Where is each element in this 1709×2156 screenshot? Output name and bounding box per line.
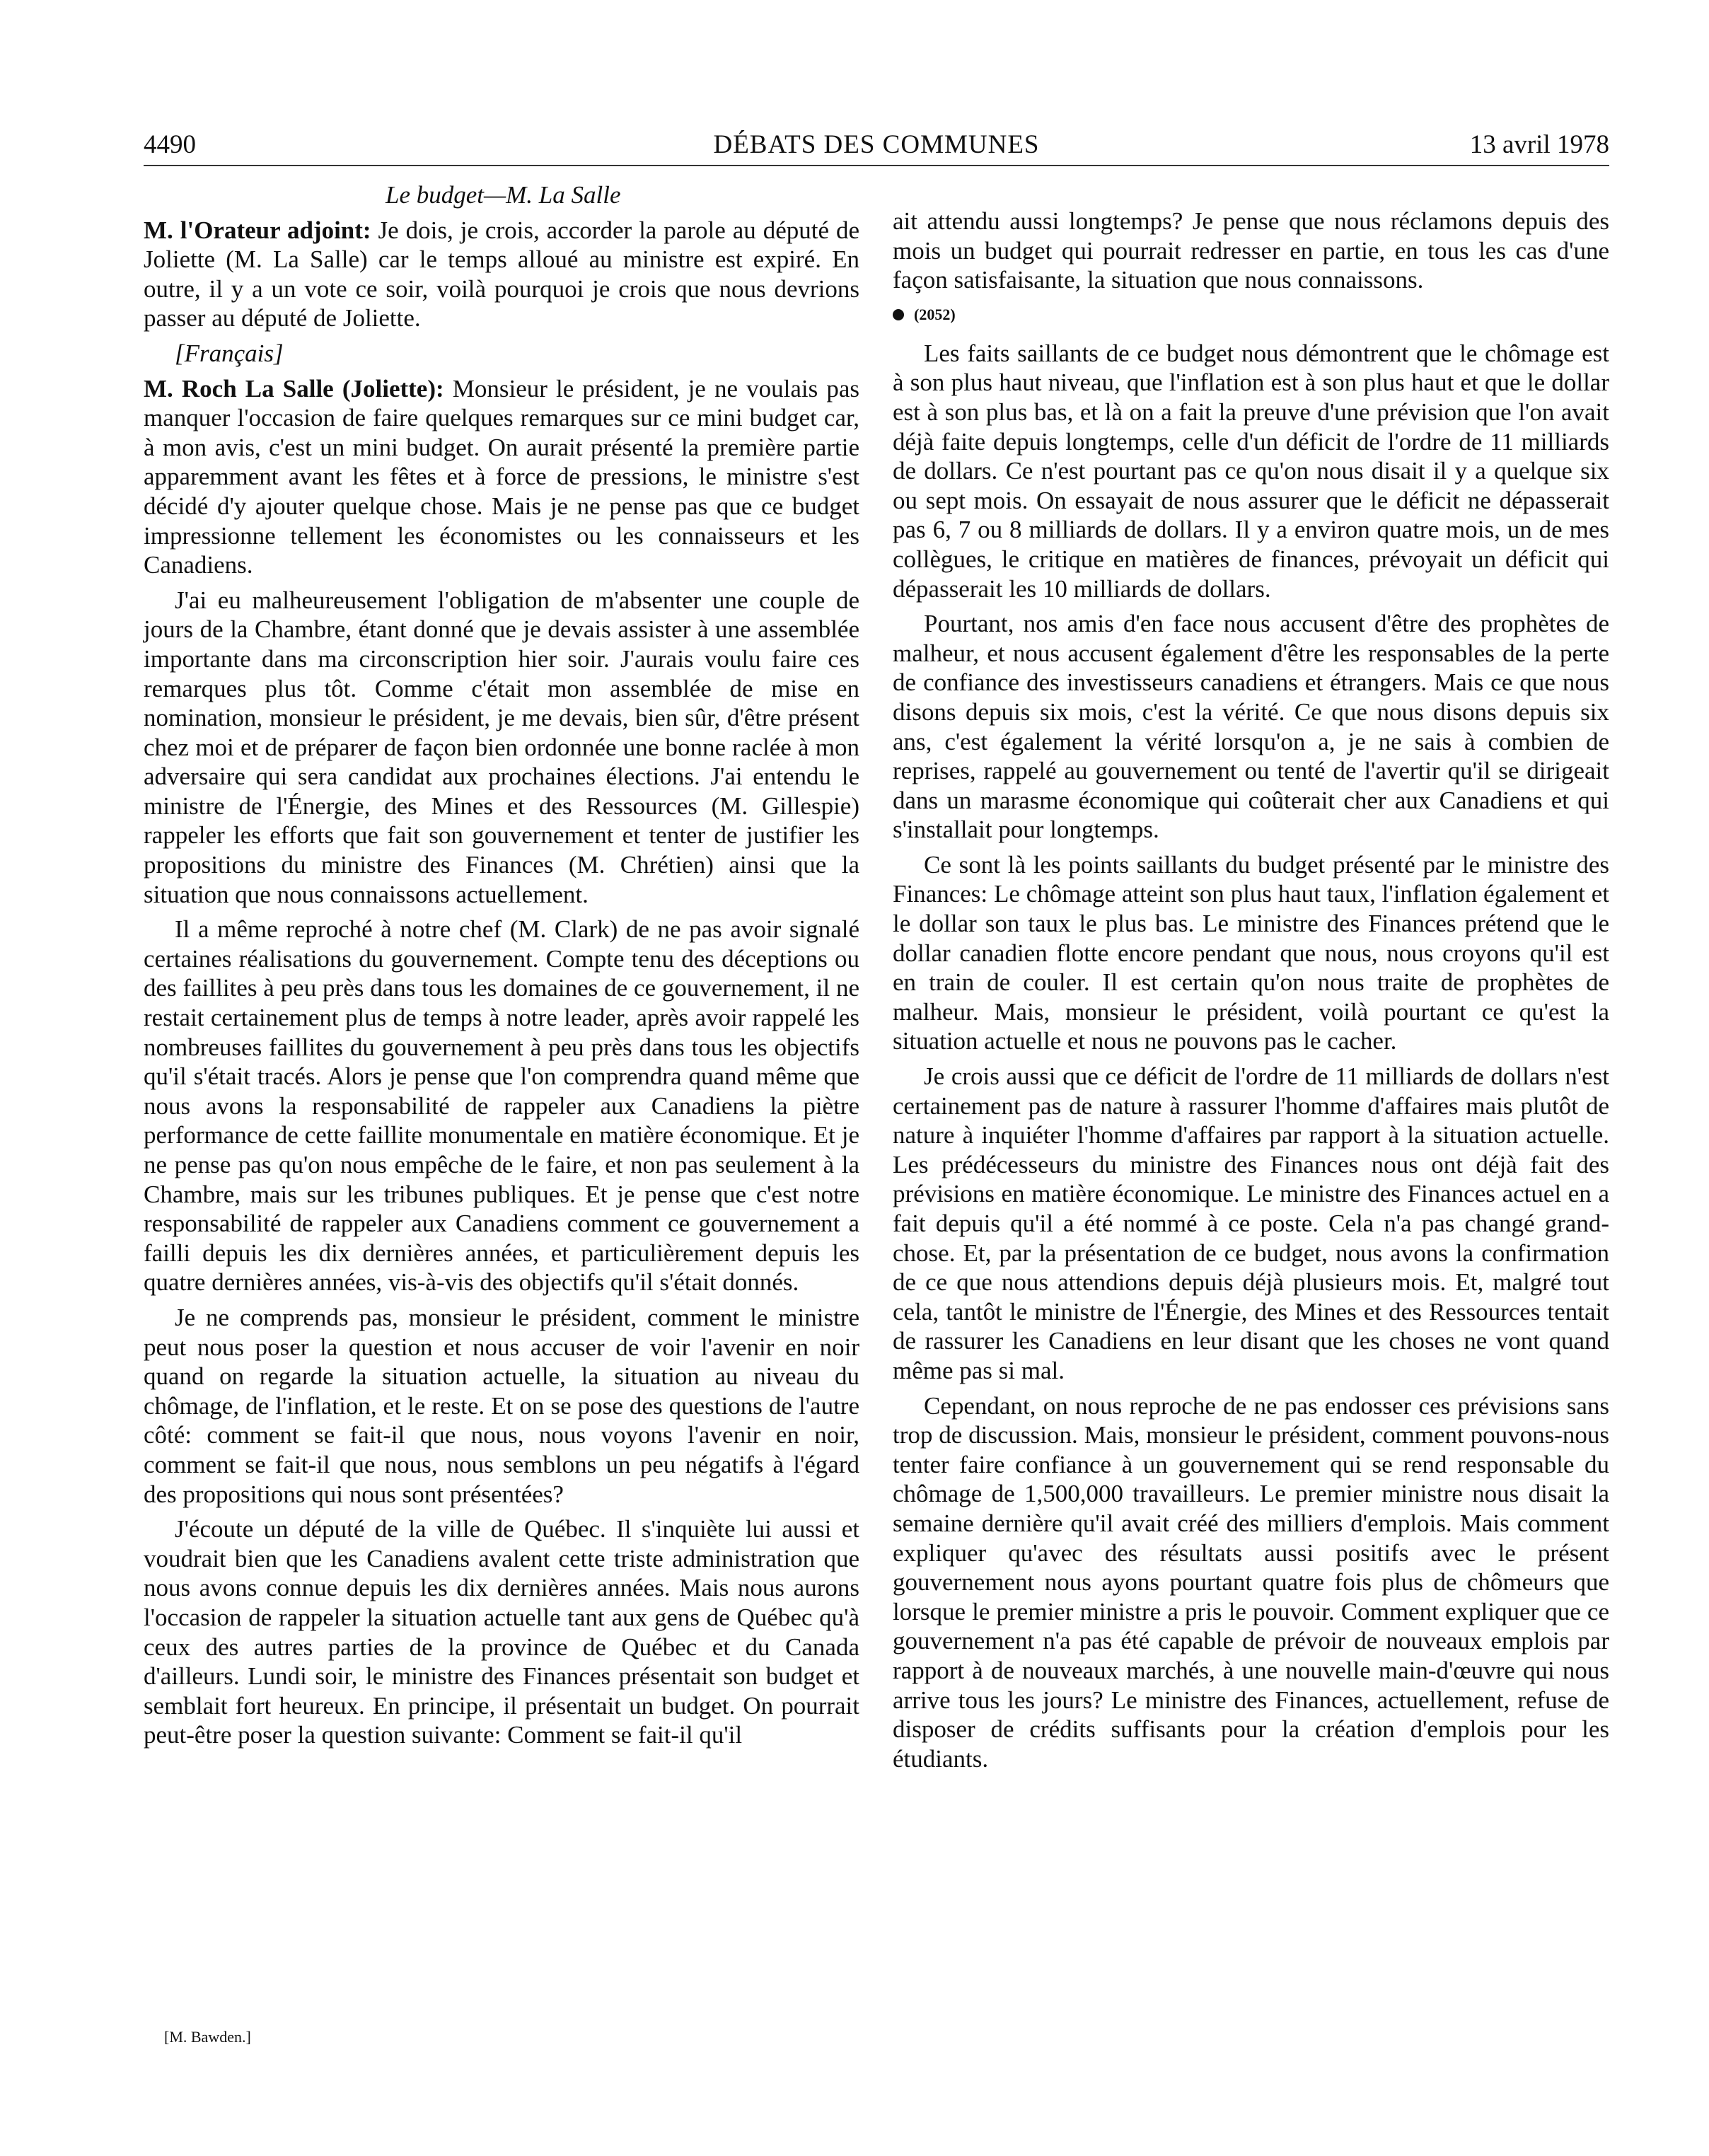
paragraph: Il a même reproché à notre chef (M. Clark) de ne pas avoir signalé certaines réalisations du gouvernement. Compte tenu des déceptions ou des faillites à peu près dans tous les domaines de ce gouvernement, il ne restait certainement plus de temps à notre leader, après avoir rappelé les nombreuses faillites du gouvernement à peu près dans tous les objectifs qu'il s'était tracés. Alors je pense que l'on comprendra quand même que nous avons la responsabilité de rappeler aux Canadiens la piètre performance de cette faillite monumentale en matière économique. Et je ne pense pas qu'on nous empêche de le faire, et non pas seulement à la Chambre, mais sur les tribunes publiques. Et je pense que c'est notre responsabilité de rappeler aux Canadiens comment ce gouvernement a failli depuis les dix dernières années, et particulièrement depuis les quatre dernières années, vis-à-vis des objectifs qu'il s'était donnés. [144,915,859,1297]
publication-title: DÉBATS DES COMMUNES [713,130,1040,159]
paragraph [144,374,859,580]
paragraph: Les faits saillants de ce budget nous démontrent que le chômage est à son plus haut niveau, que l'inflation est à son plus haut et que le dollar est à son plus bas, et là on a fait la preuve d'une prévision que l'on avait déjà faite depuis longtemps, celle d'un déficit de l'ordre de 11 milliards de dollars. Ce n'est pourtant pas ce qu'on nous disait il y a quelque six ou sept mois. On essayait de nous assurer que le déficit ne dépasserait pas 6, 7 ou 8 milliards de dollars. Il y a environ quatre mois, un de mes collègues, le critique en matières de finances, prévoyait un déficit qui dépasserait les 10 milliards de dollars. [893,339,1609,603]
right-column [893,207,1609,1779]
speech-text: Monsieur le président, je ne voulais pas manquer l'occasion de faire quelques remarques sur ce mini budget car, à mon avis, c'est un mini budget. On aurait présenté la première partie apparemment avant les fêtes et à force de pressions, le ministre s'est décidé d'y ajouter quelque chose. Mais je ne pense pas que ce budget impressionne tellement les économistes ou les connaisseurs et les Canadiens. [144,374,859,579]
paragraph: Cependant, on nous reproche de ne pas endosser ces prévisions sans trop de discussion. Mais, monsieur le président, comment pouvons-nous tenter faire confiance à un gouvernement qui se rend responsable du chômage de 1,500,000 travailleurs. Le premier ministre nous disait la semaine dernière qu'il avait créé des milliers d'emplois. Mais comment expliquer qu'avec des résultats aussi positifs avec le présent gouvernement nous ayons pourtant quatre fois plus de chômeurs que lorsque le premier ministre a pris le pouvoir. Comment expliquer que ce gouvernement n'a pas été capable de prévoir de nouveaux emplois par rapport à de nouveaux marchés, à une nouvelle main-d'œuvre qui nous arrive tous les jours? Le ministre des Finances, actuellement, refuse de disposer de crédits suffisants pour la création d'emplois pour les étudiants. [893,1391,1609,1773]
publication-date: 13 avril 1978 [1469,130,1609,159]
paragraph: J'ai eu malheureusement l'obligation de m'absenter une couple de jours de la Chambre, étant donné que je devais assister à une assemblée importante dans ma circonscription hier soir. J'aurais voulu faire ces remarques plus tôt. Comme c'était mon assemblée de mise en nomination, monsieur le président, je me devais, bien sûr, d'être présent chez moi et de préparer de façon bien ordonnée une bonne raclée à mon adversaire qui sera candidat aux prochaines élections. J'ai entendu le ministre de l'Énergie, des Mines et des Ressources (M. Gillespie) rappeler les efforts que fait son gouvernement et tenter de justifier les propositions du ministre des Finances (M. Chrétien) ainsi que la situation que nous connaissons actuellement. [144,586,859,908]
paragraph: Ce sont là les points saillants du budget présenté par le ministre des Finances: Le chômage atteint son plus haut taux, l'inflation également et le dollar son taux le plus bas. Le ministre des Finances prétend que le dollar canadien flotte encore pendant que nous, nous croyons qu'il est en train de couler. Il est certain qu'on nous traite de prophètes de malheur. Mais, monsieur le président, voilà pourtant ce qu'est la situation actuelle et nous ne pouvons pas le cacher. [893,850,1609,1055]
paragraph: Pourtant, nos amis d'en face nous accusent d'être des prophètes de malheur, et nous accusent également d'être les responsables de la perte de confiance des investisseurs canadiens et étrangers. Mais ce que nous disons depuis six mois, c'est la vérité. Ce que nous disons depuis six ans, c'est également la vérité lorsqu'on a, je ne sais à combien de reprises, rappelé au gouvernement ou tenté de l'avertir qu'il se dirigeait dans un marasme économique qui coûterait cher aux Canadiens et qui s'installait pour longtemps. [893,610,1609,844]
speaker-name: M. Roch La Salle (Joliette): [144,374,444,402]
header-rule [144,165,1609,166]
speech-text: Je dois, je crois, accorder la parole au député de Joliette (M. La Salle) car le temps alloué au ministre est expiré. En outre, il y a un vote ce soir, voilà pourquoi je crois que nous devrions passer au député de Joliette. [144,216,859,332]
footer-note: [M. Bawden.] [164,2028,251,2046]
paragraph: J'écoute un député de la ville de Québec. Il s'inquiète lui aussi et voudrait bien que les Canadiens avalent cette triste administration que nous avons connue depuis les dix dernières années. Mais nous aurons l'occasion de rappeler la situation actuelle tant aux gens de Québec qu'à ceux des autres parties de la province de Québec et du Canada d'ailleurs. Lundi soir, le ministre des Finances présentait son budget et semblait fort heureux. En principe, il présentait un budget. On pourrait peut-être poser la question suivante: Comment se fait-il qu'il [144,1515,859,1749]
time-marker [893,301,1609,329]
speaker-name: M. l'Orateur adjoint: [144,216,371,244]
time-marker-label: (2052) [914,305,956,323]
page-number: 4490 [144,130,196,159]
bullet-icon [893,309,904,320]
left-column [144,180,859,1756]
running-head: Le budget—M. La Salle [386,181,621,209]
paragraph: ait attendu aussi longtemps? Je pense que nous réclamons depuis des mois un budget qui pourrait redresser en partie, en tous les cas d'une façon satisfaisante, la situation que nous connaissons. [893,207,1609,294]
page-header [144,124,1609,166]
paragraph: Je crois aussi que ce déficit de l'ordre de 11 milliards de dollars n'est certainement pas de nature à rassurer l'homme d'affaires mais plutôt de nature à inquiéter l'homme d'affaires par rapport à la situation actuelle. Les prédécesseurs du ministre des Finances nous ont déjà fait des prévisions en matière économique. Le ministre des Finances actuel en a fait depuis qu'il a été nommé à ce poste. Cela n'a pas changé grand-chose. Et, par la présentation de ce budget, nous avons la confirmation de ce que nous attendions depuis déjà plusieurs mois. Et, malgré tout cela, tantôt le ministre de l'Énergie, des Mines et des Ressources tentait de rassurer les Canadiens en leur disant que les choses ne vont quand même pas si mal. [893,1062,1609,1384]
paragraph [144,216,859,333]
language-tag: [Français] [175,339,284,367]
paragraph: Je ne comprends pas, monsieur le président, comment le ministre peut nous poser la question et nous accuser de voir l'avenir en noir quand on regarde la situation actuelle, la situation au niveau du chômage, de l'inflation, et le reste. Et on se pose des questions de l'autre côté: comment se fait-il que nous, nous voyons l'avenir en noir, comment se fait-il que nous, nous semblons un peu négatifs à l'égard des propositions qui nous sont présentées? [144,1303,859,1508]
